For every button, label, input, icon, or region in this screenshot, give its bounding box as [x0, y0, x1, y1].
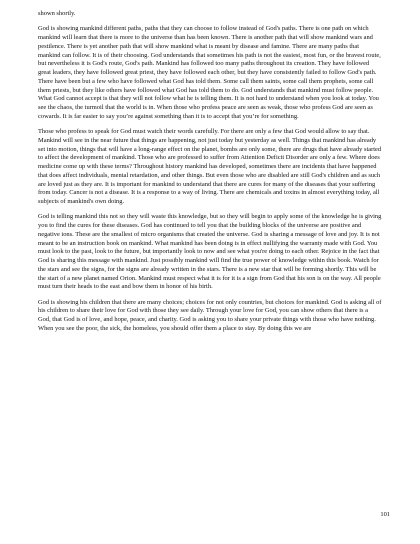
- paragraph: Those who profess to speak for God must watch their words carefully. For there are only a few that God would allow to say that. Mankind will see in the near future that things are happening, not just today but yesterday as well. Things that mankind has already set into motion, things that will have a long-range effect on the planet, bombs are only some, there are drugs that have already started to affect the development of mankind. Those who are professed to suffer from Attention Deficit Disorder are only a few. Where does medicine come up with these terms? Throughout history mankind has developed, sometimes there are incidents that have happened that does affect individuals, mental retardation, and other things. But even those who are disabled are still God's children and as such are loved just as they are. It is important for mankind to understand that there are cures for many of the diseases that your suffering from today. Cancer is not a disease. It is a response to a way of living. There are chemicals and toxins in almost everything today, all subjects of mankind's own doing.: [38, 128, 382, 205]
- paragraph: God is showing his children that there are many choices; choices for not only countries, but choices for mankind. God is asking all of his children to share their love for God with those they see daily. Through your love for God, you can show others that there is a God, that God is of love, and hope, peace, and charity. God is asking you to share your private things with those who have nothing. When you see the poor, the sick, the homeless, you should offer them a place to stay. By doing this we are: [38, 298, 382, 332]
- paragraph: God is telling mankind this not so they will waste this knowledge, but so they will begin to apply some of the knowledge he is giving you to find the cures for these diseases. God has continued to tell you that the building blocks of the universe are positive and negative ions. These are the smallest of micro organisms that created the universe. God is sharing a message of love and joy. It is not meant to be an instruction book on mankind. What mankind has been doing is in effect nullifying the warranty made with God. You must look to the past, look to the future, but importantly look to now and see what you're doing to each other. Rejoice in the fact that God is sharing this message with mankind. Just possibly mankind will find the true power of knowledge within this book. Watch for the stars and see the signs, for the signs are already written in the stars. There is a new star that will be forming shortly. This will be the start of a new planet named Orion. Mankind must respect what it is for it is a sign from God that his son is on the way. All people must turn their heads to the east and bow them in honor of his birth.: [38, 213, 382, 291]
- paragraph-continuation: shown shortly.: [38, 10, 76, 17]
- paragraph: God is showing mankind different paths, paths that they can choose to follow instead of God's paths. There is one path on which mankind will learn that there is more to the universe than has been known. There is another path that will show mankind wars and pestilence. There is yet another path that will show mankind what is meant by disease and famine. There are many paths that mankind can follow. It is of their choosing. God understands that sometimes his path is not the easiest, most fun, or the bravest route, but nevertheless it is God's route, God's path. Mankind has followed too many paths throughout its creation. They have followed great leaders, they have followed great priest, they have followed each other, but they have consistently failed to follow God's path. There have been but a few who have followed what God has told them. Some call them saints, some call them prophets, some call them priests, but they like others have followed what God has told them to do. God understands that mankind must follow people. What God cannot accept is that they will not follow what he is telling them. It is not hard to understand when you look at today. You see the chaos, the turmoil that the world is in. When those who profess peace are seen as weak, those who profess God are seen as cowards. It is far easier to say you’re against something than it is to accept that you’re for something.: [38, 25, 381, 120]
- page-number: 101: [380, 511, 390, 519]
